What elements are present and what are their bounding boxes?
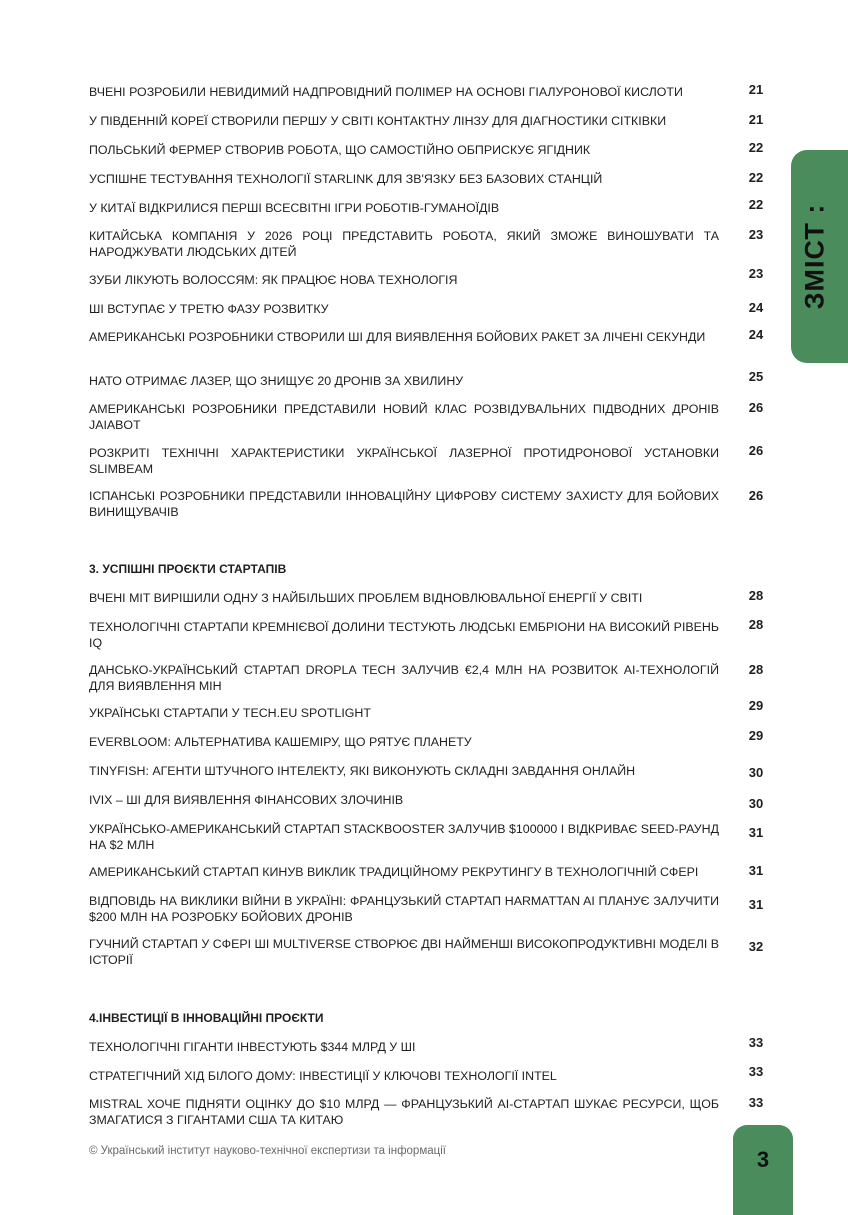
toc-entry-title[interactable]: У ПІВДЕННІЙ КОРЕЇ СТВОРИЛИ ПЕРШУ У СВІТІ КОНТАКТНУ ЛІНЗУ ДЛЯ ДІАГНОСТИКИ СІТКІВКИ <box>89 114 667 128</box>
toc-entry-page[interactable]: 33 <box>748 1064 764 1079</box>
toc-entry-page[interactable]: 23 <box>748 266 764 281</box>
toc-entry-page[interactable]: 24 <box>748 300 764 315</box>
toc-entry-page[interactable]: 21 <box>748 82 764 97</box>
toc-entry-page[interactable]: 28 <box>748 662 764 677</box>
toc-entry-page[interactable]: 28 <box>748 617 764 632</box>
contents-tab-label: ЗМІСТ : <box>799 203 830 310</box>
toc-entry-page[interactable]: 31 <box>748 825 764 840</box>
toc-entry-page[interactable]: 32 <box>748 939 764 954</box>
toc-entry-title[interactable]: АМЕРИКАНСЬКИЙ СТАРТАП КИНУВ ВИКЛИК ТРАДИЦІЙНОМУ РЕКРУТИНГУ В ТЕХНОЛОГІЧНІЙ СФЕРІ <box>89 865 699 879</box>
toc-entry-title[interactable]: РОЗКРИТІ ТЕХНІЧНІ ХАРАКТЕРИСТИКИ УКРАЇНСЬКОЇ ЛАЗЕРНОЇ ПРОТИДРОНОВОЇ УСТАНОВКИ SLIMBEAM <box>89 446 719 476</box>
toc-entry-page[interactable]: 28 <box>748 588 764 603</box>
toc-entry-page[interactable]: 26 <box>748 443 764 458</box>
toc-entry-title[interactable]: ШІ ВСТУПАЄ У ТРЕТЮ ФАЗУ РОЗВИТКУ <box>89 302 329 316</box>
toc-entry-page[interactable]: 30 <box>748 796 764 811</box>
toc-entry-title[interactable]: ІСПАНСЬКІ РОЗРОБНИКИ ПРЕДСТАВИЛИ ІННОВАЦІЙНУ ЦИФРОВУ СИСТЕМУ ЗАХИСТУ ДЛЯ БОЙОВИХ ВИНИЩУВАЧІВ <box>89 489 719 519</box>
toc-entry-page[interactable]: 25 <box>748 369 764 384</box>
toc-entry-title[interactable]: ВІДПОВІДЬ НА ВИКЛИКИ ВІЙНИ В УКРАЇНІ: ФРАНЦУЗЬКИЙ СТАРТАП HARMATTAN AI ПЛАНУЄ ЗАЛУЧИТИ $200 МЛН НА РОЗРОБКУ БОЙОВИХ ДРОНІВ <box>89 894 719 924</box>
toc-entry-page[interactable]: 26 <box>748 488 764 503</box>
toc-entry-title[interactable]: КИТАЙСЬКА КОМПАНІЯ У 2026 РОЦІ ПРЕДСТАВИТЬ РОБОТА, ЯКИЙ ЗМОЖЕ ВИНОШУВАТИ ТА НАРОДЖУВАТИ ЛЮДСЬКИХ ДІТЕЙ <box>89 229 719 259</box>
toc-entry-page[interactable]: 22 <box>748 140 764 155</box>
toc-entry-title[interactable]: ВЧЕНІ MIT ВИРІШИЛИ ОДНУ З НАЙБІЛЬШИХ ПРОБЛЕМ ВІДНОВЛЮВАЛЬНОЇ ЕНЕРГІЇ У СВІТІ <box>89 591 643 605</box>
toc-entry-page[interactable]: 22 <box>748 197 764 212</box>
toc-entry-title[interactable]: УСПІШНЕ ТЕСТУВАННЯ ТЕХНОЛОГІЇ STARLINK ДЛЯ ЗВ'ЯЗКУ БЕЗ БАЗОВИХ СТАНЦІЙ <box>89 172 603 186</box>
toc-entry-title[interactable]: УКРАЇНСЬКІ СТАРТАПИ У TECH.EU SPOTLIGHT <box>89 706 371 720</box>
toc-entry-page[interactable]: 24 <box>748 327 764 342</box>
toc-entry-title[interactable]: ТЕХНОЛОГІЧНІ ГІГАНТИ ІНВЕСТУЮТЬ $344 МЛРД У ШІ <box>89 1040 416 1054</box>
toc-entry-page[interactable]: 26 <box>748 400 764 415</box>
toc-entry-title[interactable]: ЗУБИ ЛІКУЮТЬ ВОЛОССЯМ: ЯК ПРАЦЮЄ НОВА ТЕХНОЛОГІЯ <box>89 273 458 287</box>
section-heading-investments[interactable]: 4.ІНВЕСТИЦІЇ В ІННОВАЦІЙНІ ПРОЄКТИ <box>89 1011 324 1025</box>
toc-entry-page[interactable]: 31 <box>748 897 764 912</box>
toc-entry-page[interactable]: 33 <box>748 1035 764 1050</box>
toc-entry-page[interactable]: 29 <box>748 728 764 743</box>
footer-copyright: © Український інститут науково-технічної експертизи та інформації <box>89 1145 446 1157</box>
toc-entry-page[interactable]: 30 <box>748 765 764 780</box>
contents-side-tab <box>791 150 848 363</box>
toc-entry-title[interactable]: ТЕХНОЛОГІЧНІ СТАРТАПИ КРЕМНІЄВОЇ ДОЛИНИ ТЕСТУЮТЬ ЛЮДСЬКІ ЕМБРІОНИ НА ВИСОКИЙ РІВЕНЬ IQ <box>89 620 719 650</box>
toc-entry-page[interactable]: 22 <box>748 170 764 185</box>
toc-entry-page[interactable]: 23 <box>748 227 764 242</box>
toc-entry-title[interactable]: У КИТАЇ ВІДКРИЛИСЯ ПЕРШІ ВСЕСВІТНІ ІГРИ РОБОТІВ-ГУМАНОЇДІВ <box>89 201 500 215</box>
page-number: 3 <box>756 1147 770 1172</box>
toc-entry-title[interactable]: НАТО ОТРИМАЄ ЛАЗЕР, ЩО ЗНИЩУЄ 20 ДРОНІВ ЗА ХВИЛИНУ <box>89 374 464 388</box>
toc-entry-title[interactable]: EVERBLOOM: АЛЬТЕРНАТИВА КАШЕМІРУ, ЩО РЯТУЄ ПЛАНЕТУ <box>89 735 472 749</box>
toc-entry-title[interactable]: IVIX – ШІ ДЛЯ ВИЯВЛЕННЯ ФІНАНСОВИХ ЗЛОЧИНІВ <box>89 793 404 807</box>
toc-entry-title[interactable]: ДАНСЬКО-УКРАЇНСЬКИЙ СТАРТАП DROPLA TECH ЗАЛУЧИВ €2,4 МЛН НА РОЗВИТОК AI-ТЕХНОЛОГІЙ ДЛЯ ВИЯВЛЕННЯ МІН <box>89 663 719 693</box>
toc-entry-title[interactable]: ГУЧНИЙ СТАРТАП У СФЕРІ ШІ MULTIVERSE СТВОРЮЄ ДВІ НАЙМЕНШІ ВИСОКОПРОДУКТИВНІ МОДЕЛІ В ІСТОРІЇ <box>89 937 719 967</box>
toc-entry-page[interactable]: 21 <box>748 112 764 127</box>
toc-entry-title[interactable]: АМЕРИКАНСЬКІ РОЗРОБНИКИ ПРЕДСТАВИЛИ НОВИЙ КЛАС РОЗВІДУВАЛЬНИХ ПІДВОДНИХ ДРОНІВ JAIABOT <box>89 402 719 432</box>
toc-entry-page[interactable]: 29 <box>748 698 764 713</box>
toc-entry-title[interactable]: ВЧЕНІ РОЗРОБИЛИ НЕВИДИМИЙ НАДПРОВІДНИЙ ПОЛІМЕР НА ОСНОВІ ГІАЛУРОНОВОЇ КИСЛОТИ <box>89 85 683 99</box>
toc-entry-title[interactable]: ПОЛЬСЬКИЙ ФЕРМЕР СТВОРИВ РОБОТА, ЩО САМОСТІЙНО ОБПРИСКУЄ ЯГІДНИК <box>89 143 591 157</box>
toc-entry-title[interactable]: УКРАЇНСЬКО-АМЕРИКАНСЬКИЙ СТАРТАП STACKBOOSTER ЗАЛУЧИВ $100000 І ВІДКРИВАЄ SEED-РАУНД НА $2 МЛН <box>89 822 719 852</box>
toc-entry-title[interactable]: СТРАТЕГІЧНИЙ ХІД БІЛОГО ДОМУ: ІНВЕСТИЦІЇ У КЛЮЧОВІ ТЕХНОЛОГІЇ INTEL <box>89 1069 557 1083</box>
toc-entry-title[interactable]: АМЕРИКАНСЬКІ РОЗРОБНИКИ СТВОРИЛИ ШІ ДЛЯ ВИЯВЛЕННЯ БОЙОВИХ РАКЕТ ЗА ЛІЧЕНІ СЕКУНДИ <box>89 330 706 344</box>
section-heading-startups[interactable]: 3. УСПІШНІ ПРОЄКТИ СТАРТАПІВ <box>89 562 287 576</box>
toc-entry-page[interactable]: 31 <box>748 863 764 878</box>
toc-entry-title[interactable]: MISTRAL ХОЧЕ ПІДНЯТИ ОЦІНКУ ДО $10 МЛРД — ФРАНЦУЗЬКИЙ AI-СТАРТАП ШУКАЄ РЕСУРСИ, ЩОБ ЗМАГАТИСЯ З ГІГАНТАМИ США ТА КИТАЮ <box>89 1097 719 1127</box>
toc-entry-page[interactable]: 33 <box>748 1095 764 1110</box>
toc-entry-title[interactable]: TINYFISH: АГЕНТИ ШТУЧНОГО ІНТЕЛЕКТУ, ЯКІ ВИКОНУЮТЬ СКЛАДНІ ЗАВДАННЯ ОНЛАЙН <box>89 764 636 778</box>
page-number-badge <box>733 1125 793 1215</box>
